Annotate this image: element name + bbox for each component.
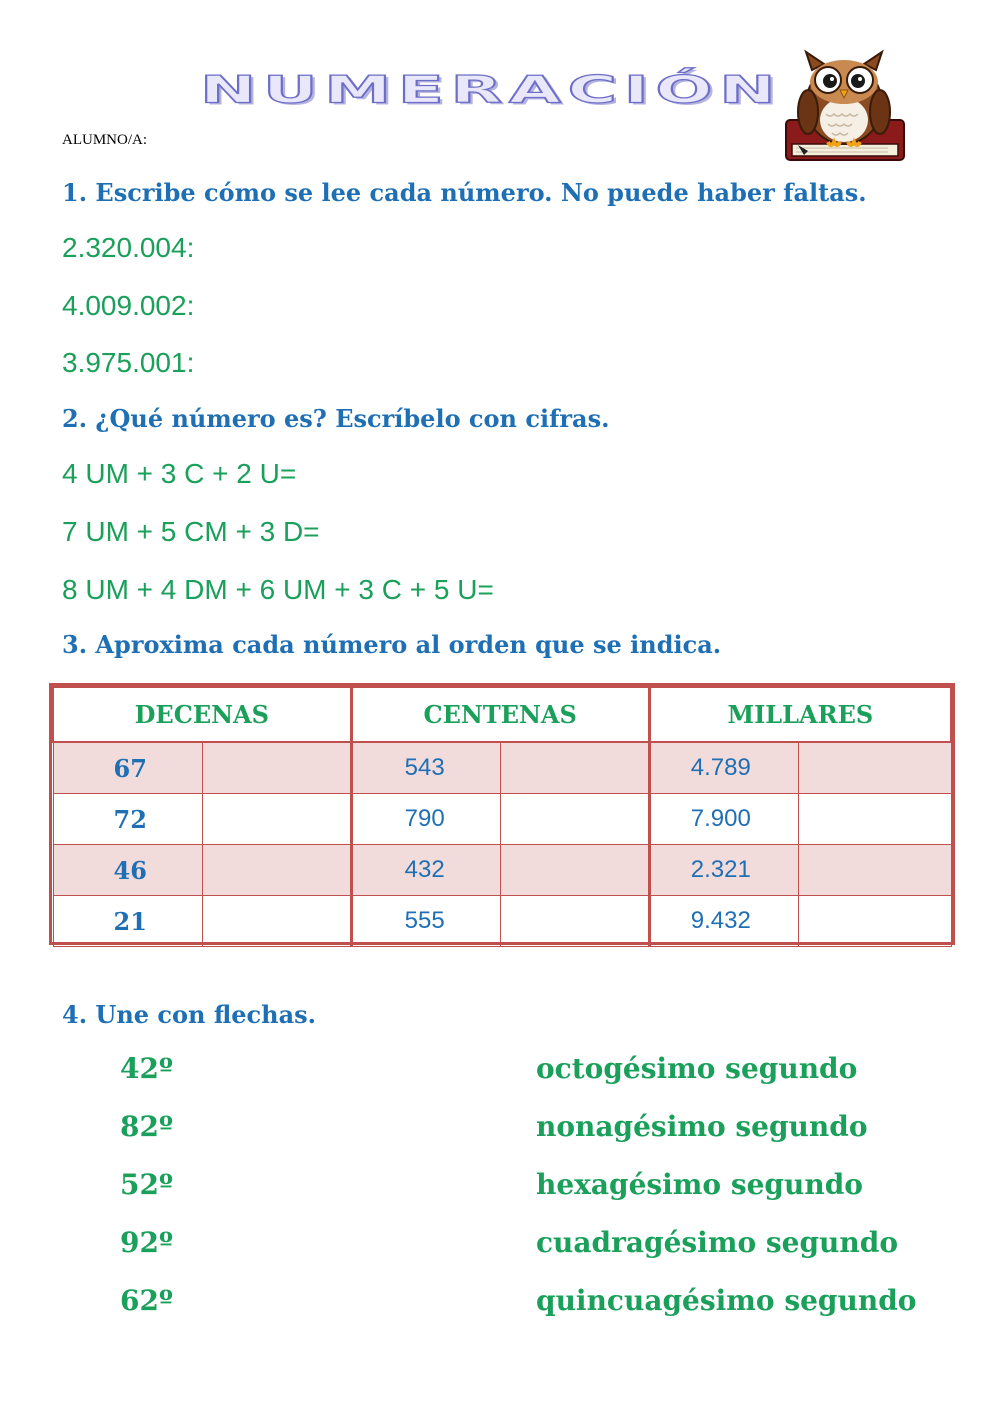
centenas-value: 432 [351,845,500,896]
question-4-heading: 4. Une con flechas. [62,1000,317,1029]
owl-on-book-icon [782,48,912,172]
rounding-table [49,683,955,945]
decenas-value: 67 [53,742,202,794]
millares-value: 2.321 [649,845,798,896]
question-2-heading: 2. ¿Qué número es? Escríbelo con cifras. [62,404,610,433]
ordinal-word[interactable]: quincuagésimo segundo [536,1284,917,1317]
ordinal-word[interactable]: nonagésimo segundo [536,1110,868,1143]
question-3-heading: 3. Aproxima cada número al orden que se indica. [62,630,722,659]
ordinal-number[interactable]: 62º [120,1284,173,1317]
ordinal-number[interactable]: 82º [120,1110,173,1143]
centenas-value: 555 [351,896,500,947]
ordinal-word[interactable]: octogésimo segundo [536,1052,858,1085]
millares-value: 7.900 [649,794,798,845]
millares-answer-cell[interactable] [798,896,951,947]
column-header-millares: MILLARES [649,687,951,742]
ordinal-word[interactable]: hexagésimo segundo [536,1168,863,1201]
table-row [53,794,951,845]
centenas-answer-cell[interactable] [500,845,649,896]
millares-value: 9.432 [649,896,798,947]
table-row [53,742,951,794]
centenas-answer-cell[interactable] [500,896,649,947]
q2-expression-1: 4 UM + 3 C + 2 U= [62,458,297,489]
millares-answer-cell[interactable] [798,845,951,896]
centenas-value: 790 [351,794,500,845]
question-1-heading: 1. Escribe cómo se lee cada número. No puede haber faltas. [62,178,867,207]
q1-number-3: 3.975.001: [62,347,195,378]
decenas-value: 21 [53,896,202,947]
student-name-label: ALUMNO/A: [62,132,147,148]
decenas-value: 72 [53,794,202,845]
column-header-decenas: DECENAS [53,687,351,742]
ordinal-number[interactable]: 52º [120,1168,173,1201]
decenas-answer-cell[interactable] [202,896,351,947]
centenas-answer-cell[interactable] [500,742,649,794]
millares-answer-cell[interactable] [798,742,951,794]
centenas-answer-cell[interactable] [500,794,649,845]
q2-expression-3: 8 UM + 4 DM + 6 UM + 3 C + 5 U= [62,574,494,605]
ordinal-number[interactable]: 92º [120,1226,173,1259]
table-row [53,896,951,947]
decenas-answer-cell[interactable] [202,794,351,845]
millares-value: 4.789 [649,742,798,794]
decenas-answer-cell[interactable] [202,742,351,794]
centenas-value: 543 [351,742,500,794]
q1-number-2: 4.009.002: [62,290,195,321]
q2-expression-2: 7 UM + 5 CM + 3 D= [62,516,320,547]
decenas-answer-cell[interactable] [202,845,351,896]
q1-number-1: 2.320.004: [62,232,195,263]
page-title: NUMERACIÓN [200,68,783,112]
millares-answer-cell[interactable] [798,794,951,845]
ordinal-word[interactable]: cuadragésimo segundo [536,1226,898,1259]
table-row [53,845,951,896]
ordinal-number[interactable]: 42º [120,1052,173,1085]
decenas-value: 46 [53,845,202,896]
column-header-centenas: CENTENAS [351,687,649,742]
